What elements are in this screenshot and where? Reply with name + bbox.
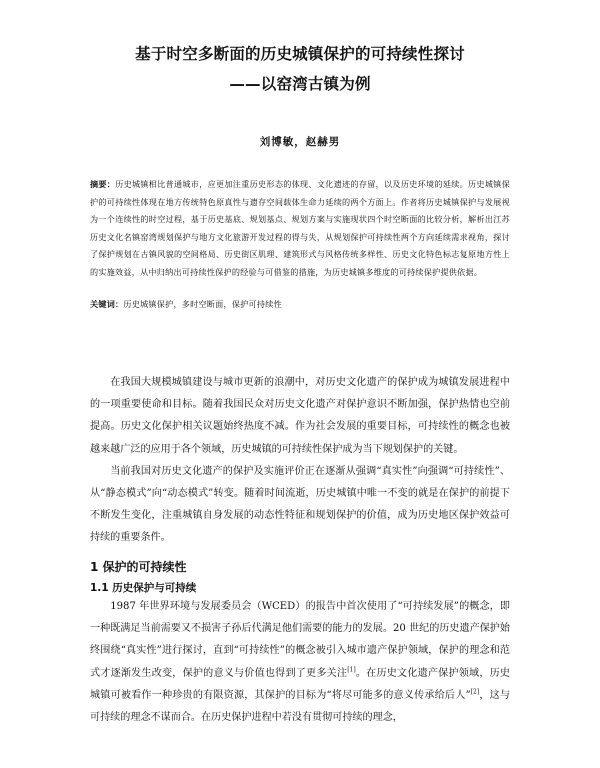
authors: 刘博敏，赵赫男 xyxy=(259,136,341,148)
section-paragraph-1 xyxy=(90,596,510,729)
citation-2: [2] xyxy=(470,688,480,696)
section-body xyxy=(90,596,510,729)
intro-paragraph-2: 当前我国对历史文化遗产的保护及实施评价正在逐渐从强调“真实性”向强调“可持续性”、从“静态模式”向“动态模式”转变。随着时间流逝，历史城镇中唯一不变的就是在保护的前提下不断发生变化，注重城镇自身发展的动态性特征和规划保护的价值，成为历史地区保护效益可持续的重要条件。 xyxy=(90,465,510,544)
abstract-text: 历史城镇相比普通城市，应更加注重历史形态的体现、文化遗迹的存留，以及历史环境的延续。历史城镇保护的可持续性体现在地方传统特色原真性与遗存空间载体生命力延续的两个方面上。作者将历史城镇保护与发展视为一个连续性的时空过程，基于历史基底、规划基点、规划方案与实施现状四个时空断面的比较分析，解析出江苏历史文化名镇窑湾规划保护与地方文化旅游开发过程的得与失，从规划保护可持续性两个方向延续需求视角，探讨了保护规划在古镇风貌的空间格局、历史街区肌理、建筑形式与风格传统多样性、历史文化特色标志复原地方性上的实施效益，从中归纳出可持续性保护的经验与可借鉴的措施，为历史城镇多维度的可持续保护提供依据。 xyxy=(90,179,510,277)
keywords xyxy=(90,296,510,313)
paragraph-text-c: ，这与可持续的理念不谋而合。在历史保护进程中若没有贯彻可持续的理念， xyxy=(90,689,511,724)
paragraph-text-a: 1987 年世界环境与发展委员会（WCED）的报告中首次使用了“可持续发展”的概念，即一种既满足当前需要又不损害子孙后代满足他们需要的能力的发展。20 世纪的历史遗产保护始终围绕“真实性”进行探讨，直到“可持续性”的概念被引入城市遗产保护领域，保护的理念和范式才逐渐发生改变，保护的意义与价值也得到了更多关注 xyxy=(90,601,510,679)
abstract xyxy=(90,176,510,282)
section-heading: 1 保护的可持续性 xyxy=(90,560,187,574)
subsection-heading: 1.1 历史保护与可持续 xyxy=(90,582,197,594)
keywords-text: 历史城镇保护，多时空断面，保护可持续性 xyxy=(123,299,282,309)
abstract-label: 摘要： xyxy=(90,179,116,189)
intro-paragraph-1: 在我国大规模城镇建设与城市更新的浪潮中，对历史文化遗产的保护成为城镇发展进程中的一项重要使命和目标。随着我国民众对历史文化遗产对保护意识不断加强，保护热情也空前提高。历史文化保护相关议题始终热度不减。作为社会发展的重要目标，可持续性的概念也被越来越广泛的应用于各个领域，历史城镇的可持续性保护成为当下规划保护的关键。 xyxy=(90,377,510,455)
introduction xyxy=(90,372,510,550)
keywords-label: 关键词： xyxy=(90,299,124,309)
citation-1: [1] xyxy=(347,666,356,674)
paper-title: 基于时空多断面的历史城镇保护的可持续性探讨 xyxy=(135,45,465,63)
paper-subtitle: ——以窑湾古镇为例 xyxy=(229,75,371,93)
paragraph-text-b: 。在历史文化遗产保护领域，历史城镇可被看作一种珍贵的有限资源，其保护的目标为“将尽可能多的意义传承给后人” xyxy=(90,667,510,701)
